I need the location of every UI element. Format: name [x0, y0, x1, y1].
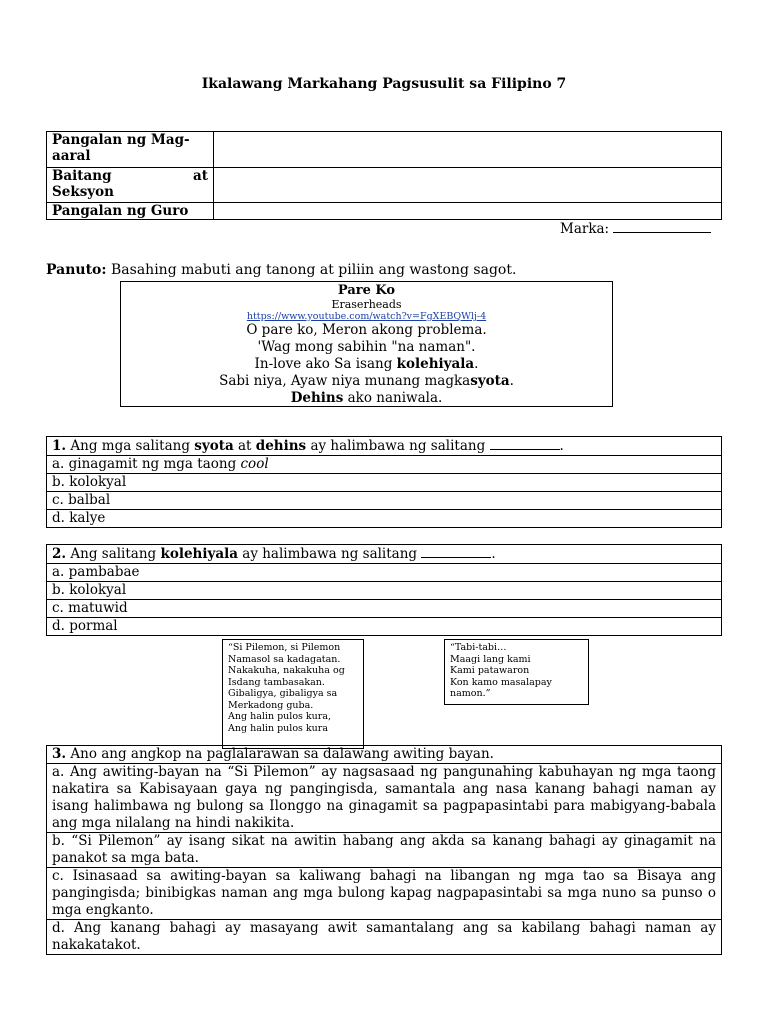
score-blank[interactable]: [613, 220, 711, 233]
song-lyrics: O pare ko, Meron akong problema. 'Wag mong sabihin "na naman". In-love ako Sa isang kolehiyala. Sabi niya, Ayaw niya munang magkasyota. Dehins ako naniwala.: [219, 322, 514, 406]
question-1: [46, 436, 722, 528]
name-label: Pangalan ng Mag-aaral: [47, 132, 214, 168]
song-box-tabi-tabi: “Tabi-tabi… Maagi lang kami Kami patawaron Kon kamo masalapay namon.”: [444, 639, 589, 705]
student-info-table: [46, 131, 722, 220]
q3-option-a[interactable]: a. Ang awiting-bayan na “Si Pilemon” ay nagsasaad ng pangunahing kabuhayan ng mga taong nakatira sa Kabisayaan gaya ng pangingisda, samantala ang nasa kanang bahagi naman ay isang halimbawa ng bulong sa Ilonggo na ginagamit sa pagpapasintabi para mabigyang-babala ang mga nilalang na hindi nakikita.: [47, 764, 722, 833]
q3-option-b[interactable]: b. “Si Pilemon” ay isang sikat na awitin habang ang akda sa kanang bahagi ay ginagamit na panakot sa mga bata.: [47, 833, 722, 868]
question-3-stem: 3. Ano ang angkop na paglalarawan sa dalawang awiting bayan.: [47, 746, 722, 764]
q3-option-c[interactable]: c. Isinasaad sa awiting-bayan sa kaliwang bahagi na libangan ng mga tao sa Bisaya ang pangingisda; binibigkas naman ang mga bulong kapag nagpapasintabi sa mga nuno sa punso o mga engkanto.: [47, 868, 722, 920]
song-box-pilemon: “Si Pilemon, si Pilemon Namasol sa kadagatan. Nakakuha, nakakuha og Isdang tambasakan. Gibaligya, gibaligya sa Merkadong guba. Ang halin pulos kura, Ang halin pulos kura: [222, 639, 364, 749]
answer-blank: [490, 437, 560, 450]
q1-option-d[interactable]: d. kalye: [47, 510, 722, 528]
grade-section-field[interactable]: [214, 168, 722, 203]
question-1-stem: 1. Ang mga salitang syota at dehins ay halimbawa ng salitang .: [47, 437, 722, 456]
q2-option-b[interactable]: b. kolokyal: [47, 582, 722, 600]
name-field[interactable]: [214, 132, 722, 168]
q2-option-c[interactable]: c. matuwid: [47, 600, 722, 618]
score-line: Marka:: [560, 220, 711, 237]
question-2-stem: 2. Ang salitang kolehiyala ay halimbawa ng salitang .: [47, 545, 722, 564]
q1-option-a[interactable]: a. ginagamit ng mga taong cool: [47, 456, 722, 474]
q1-option-b[interactable]: b. kolokyal: [47, 474, 722, 492]
question-3: [46, 745, 722, 955]
song-link[interactable]: https://www.youtube.com/watch?v=FgXEBQWlj-4: [246, 311, 487, 322]
page-title: Ikalawang Markahang Pagsusulit sa Filipino 7: [201, 76, 567, 92]
q1-option-c[interactable]: c. balbal: [47, 492, 722, 510]
teacher-field[interactable]: [214, 203, 722, 220]
grade-section-label: Baitang at Seksyon: [47, 168, 214, 203]
teacher-label: Pangalan ng Guro: [47, 203, 214, 220]
q2-option-d[interactable]: d. pormal: [47, 618, 722, 636]
song-title: Pare Ko: [337, 283, 396, 298]
song-excerpt-box: [120, 281, 613, 407]
song-artist: Eraserheads: [331, 298, 402, 311]
answer-blank: [421, 545, 491, 558]
q3-option-d[interactable]: d. Ang kanang bahagi ay masayang awit samantalang ang sa kabilang bahagi naman ay nakakatakot.: [47, 920, 722, 955]
question-2: [46, 544, 722, 636]
q2-option-a[interactable]: a. pambabae: [47, 564, 722, 582]
instructions: Panuto: Basahing mabuti ang tanong at piliin ang wastong sagot.: [46, 262, 517, 278]
